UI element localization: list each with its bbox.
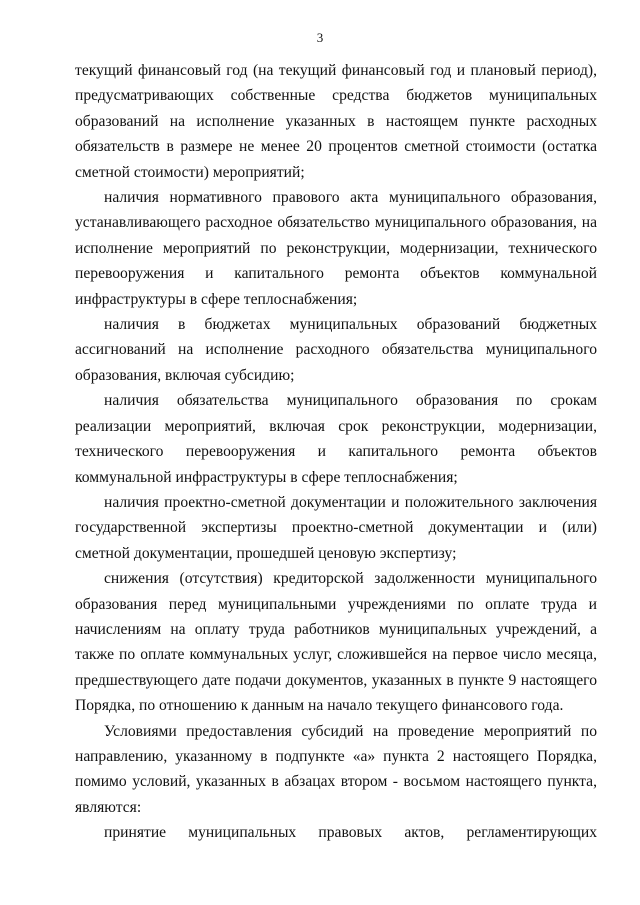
- page-number: 3: [316, 30, 324, 45]
- paragraph-normative-act: наличия нормативного правового акта муниципального образования, устанавливающего расходное обязательство муниципального образования, на исполнение мероприятий по реконструкции, модернизации, технического перевооружения и капитального ремонта объектов коммунальной инфраструктуры в сфере теплоснабжения;: [75, 189, 597, 308]
- document-body: [75, 58, 597, 846]
- paragraph-design-documentation: наличия проектно-сметной документации и положительного заключения государственной экспертизы проектно-сметной документации и (или) сметной документации, прошедшей ценовую экспертизу;: [75, 493, 597, 562]
- paragraph-subsidy-conditions: Условиями предоставления субсидий на проведение мероприятий по направлению, указанному в подпункте «а» пункта 2 настоящего Порядка, помимо условий, указанных в абзацах втором - восьмом настоящего пункта, являются:: [75, 722, 597, 816]
- paragraph-payables-reduction: снижения (отсутствия) кредиторской задолженности муниципального образования перед муниципальными учреждениями по оплате труда и начислениям на оплату труда работников муниципальных учреждений, а также по оплате коммунальных услуг, сложившейся на первое число месяца, предшествующего дате подачи документов, указанных в пункте 9 настоящего Порядка, по отношению к данным на начало текущего финансового года.: [75, 570, 597, 715]
- paragraph-budget-allocations: наличия в бюджетах муниципальных образований бюджетных ассигнований на исполнение расходного обязательства муниципального образования, включая субсидию;: [75, 316, 597, 384]
- paragraph-legal-acts: принятие муниципальных правовых актов, регламентирующих: [104, 824, 597, 842]
- paragraph-budget-funds: текущий финансовый год (на текущий финансовый год и плановый период), предусматривающих собственные средства бюджетов муниципальных образований на исполнение указанных в настоящем пункте расходных обязательств в размере не менее 20 процентов сметной стоимости (остатка сметной стоимости) мероприятий;: [75, 62, 597, 181]
- paragraph-implementation-terms: наличия обязательства муниципального образования по срокам реализации мероприятий, включая срок реконструкции, модернизации, технического перевооружения и капитального ремонта объектов коммунальной инфраструктуры в сфере теплоснабжения;: [75, 392, 597, 486]
